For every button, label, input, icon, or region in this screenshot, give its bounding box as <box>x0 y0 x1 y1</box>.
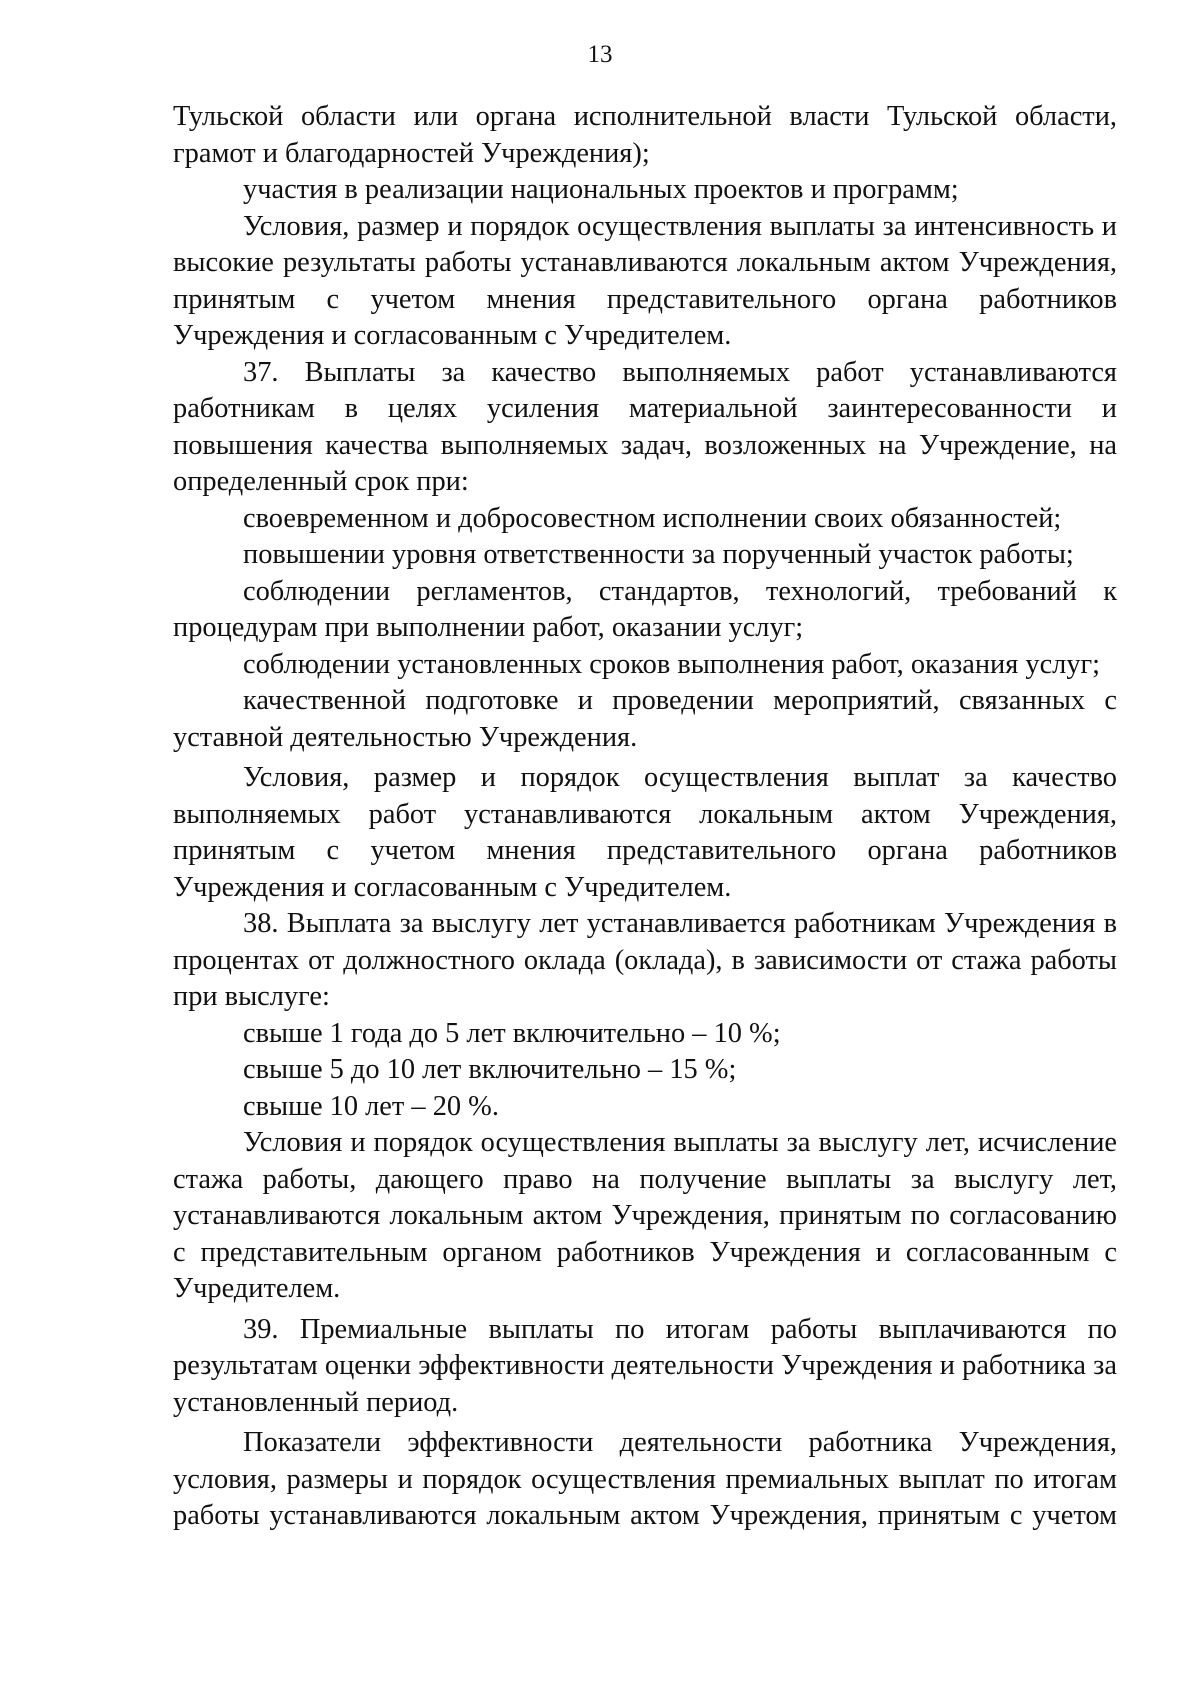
document-body <box>173 99 1117 1535</box>
page-number: 13 <box>587 41 613 68</box>
paragraph-list-item: своевременном и добросовестном исполнении своих обязанностей; <box>243 502 1062 534</box>
paragraph-performance-indicators: Показатели эффективности деятельности работника Учреждения, условия, размеры и порядок осуществления премиальных выплат по итогам работы устанавливаются локальным актом Учреждения, принятым с учетом <box>173 1427 1117 1531</box>
paragraph-list-item: соблюдении регламентов, стандартов, технологий, требований к процедурам при выполнении работ, оказании услуг; <box>173 575 1117 643</box>
paragraph-list-item: свыше 5 до 10 лет включительно – 15 %; <box>243 1054 737 1085</box>
paragraph-conditions-seniority: Условия и порядок осуществления выплаты за выслугу лет, исчисление стажа работы, дающего право на получение выплаты за выслугу лет, устанавливаются локальным актом Учреждения, принятым по согласованию с представительным органом работников Учреждения и согласованным с Учредителем. <box>173 1127 1117 1304</box>
paragraph-list-item: участия в реализации национальных проектов и программ; <box>243 174 959 205</box>
paragraph-list-item: соблюдении установленных сроков выполнения работ, оказания услуг; <box>243 648 1101 680</box>
paragraph-clause-37: 37. Выплаты за качество выполняемых работ устанавливаются работникам в целях усиления материальной заинтересованности и повышения качества выполняемых задач, возложенных на Учреждение, на определенный срок при: <box>173 356 1117 497</box>
paragraph-conditions-quality: Условия, размер и порядок осуществления выплат за качество выполняемых работ устанавливаются локальным актом Учреждения, принятым с учетом мнения представительного органа работников Учреждения и согласованным с Учредителем. <box>173 762 1117 903</box>
paragraph-list-item: свыше 1 года до 5 лет включительно – 10 %; <box>243 1017 781 1049</box>
paragraph-continuation: Тульской области или органа исполнительной власти Тульской области, грамот и благодарностей Учреждения); <box>173 101 1117 169</box>
paragraph-clause-38: 38. Выплата за выслугу лет устанавливается работникам Учреждения в процентах от должностного оклада (оклада), в зависимости от стажа работы при выслуге: <box>173 908 1117 1012</box>
paragraph-conditions-intensity: Условия, размер и порядок осуществления выплаты за интенсивность и высокие результаты работы устанавливаются локальным актом Учреждения, принятым с учетом мнения представительного органа работников Учреждения и согласованным с Учредителем. <box>173 210 1117 351</box>
paragraph-clause-39: 39. Премиальные выплаты по итогам работы выплачиваются по результатам оценки эффективности деятельности Учреждения и работника за установленный период. <box>173 1313 1117 1418</box>
paragraph-list-item: повышении уровня ответственности за порученный участок работы; <box>243 539 1074 570</box>
paragraph-list-item: качественной подготовке и проведении мероприятий, связанных с уставной деятельностью Учреждения. <box>173 685 1117 753</box>
paragraph-list-item: свыше 10 лет – 20 %. <box>243 1090 499 1122</box>
